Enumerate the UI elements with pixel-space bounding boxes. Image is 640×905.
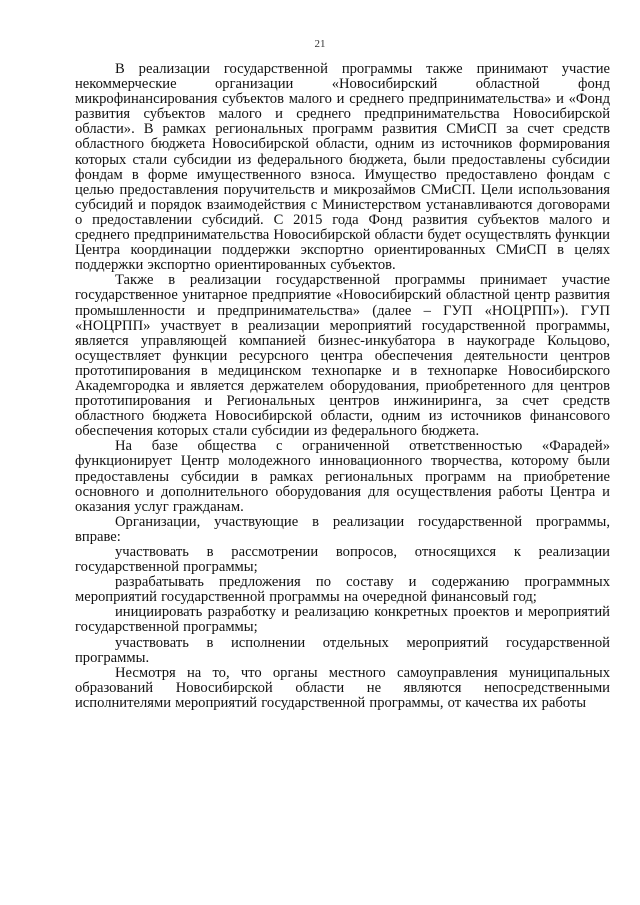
paragraph-organizations-rights: Организации, участвующие в реализации государственной программы, вправе: (75, 513, 610, 545)
list-item-participate: участвовать в рассмотрении вопросов, относящихся к реализации государственной программы; (75, 544, 610, 576)
document-body (75, 62, 610, 711)
paragraph-faraday: На базе общества с ограниченной ответственностью «Фарадей» функционирует Центр молодежного инновационного творчества, которому были предоставлены субсидии в рамках региональных программ на приобретение основного и дополнительного оборудования для осуществления работы Центра и оказания услуг гражданам. (75, 438, 610, 515)
list-item-execute: участвовать в исполнении отдельных мероприятий государственной программы. (75, 634, 610, 666)
paragraph-local-government: Несмотря на то, что органы местного самоуправления муниципальных образований Новосибирской области не являются непосредственными исполнителями мероприятий государственной программы, от качества их работы (75, 664, 610, 711)
list-item-initiate: инициировать разработку и реализацию конкретных проектов и мероприятий государственной программы; (75, 604, 610, 636)
list-item-develop-proposals: разрабатывать предложения по составу и содержанию программных мероприятий государственной программы на очередной финансовый год; (75, 574, 610, 606)
page-number: 21 (314, 38, 326, 50)
paragraph-funds: В реализации государственной программы также принимают участие некоммерческие организации «Новосибирский областной фонд микрофинансирования субъектов малого и среднего предпринимательства» и «Фонд развития субъектов малого и среднего предпринимательства Новосибирской области». В рамках региональных программ развития СМиСП за счет средств областного бюджета Новосибирской области, одним из источников формирования которых стали субсидии из федерального бюджета, были предоставлены субсидии фондам в форме имущественного взноса. Имущество предоставлено фондам с целью предоставления поручительств и микрозаймов СМиСП. Цели использования субсидий и порядок взаимодействия с Министерством устанавливаются договорами о предоставлении субсидий. С 2015 года Фонд развития субъектов малого и среднего предпринимательства Новосибирской области будет осуществлять функции Центра координации поддержки экспортно ориентированных СМиСП в целях поддержки экспортно ориентированных субъектов. (75, 61, 610, 274)
paragraph-gup-nocrpp: Также в реализации государственной программы принимает участие государственное унитарное предприятие «Новосибирский областной центр развития промышленности и предпринимательства» (далее – ГУП «НОЦРПП»). ГУП «НОЦРПП» участвует в реализации мероприятий государственной программы, является управляющей компанией бизнес-инкубатора в наукограде Кольцово, осуществляет функции ресурсного центра обеспечения деятельности центров прототипирования в медицинском технопарке и в технопарке Новосибирского Академгородка и является держателем оборудования, приобретенного для центров прототипирования и Региональных центров инжиниринга, за счет средств областного бюджета Новосибирской области, одним из источников финансового обеспечения которых стали субсидии из федерального бюджета. (75, 272, 610, 440)
